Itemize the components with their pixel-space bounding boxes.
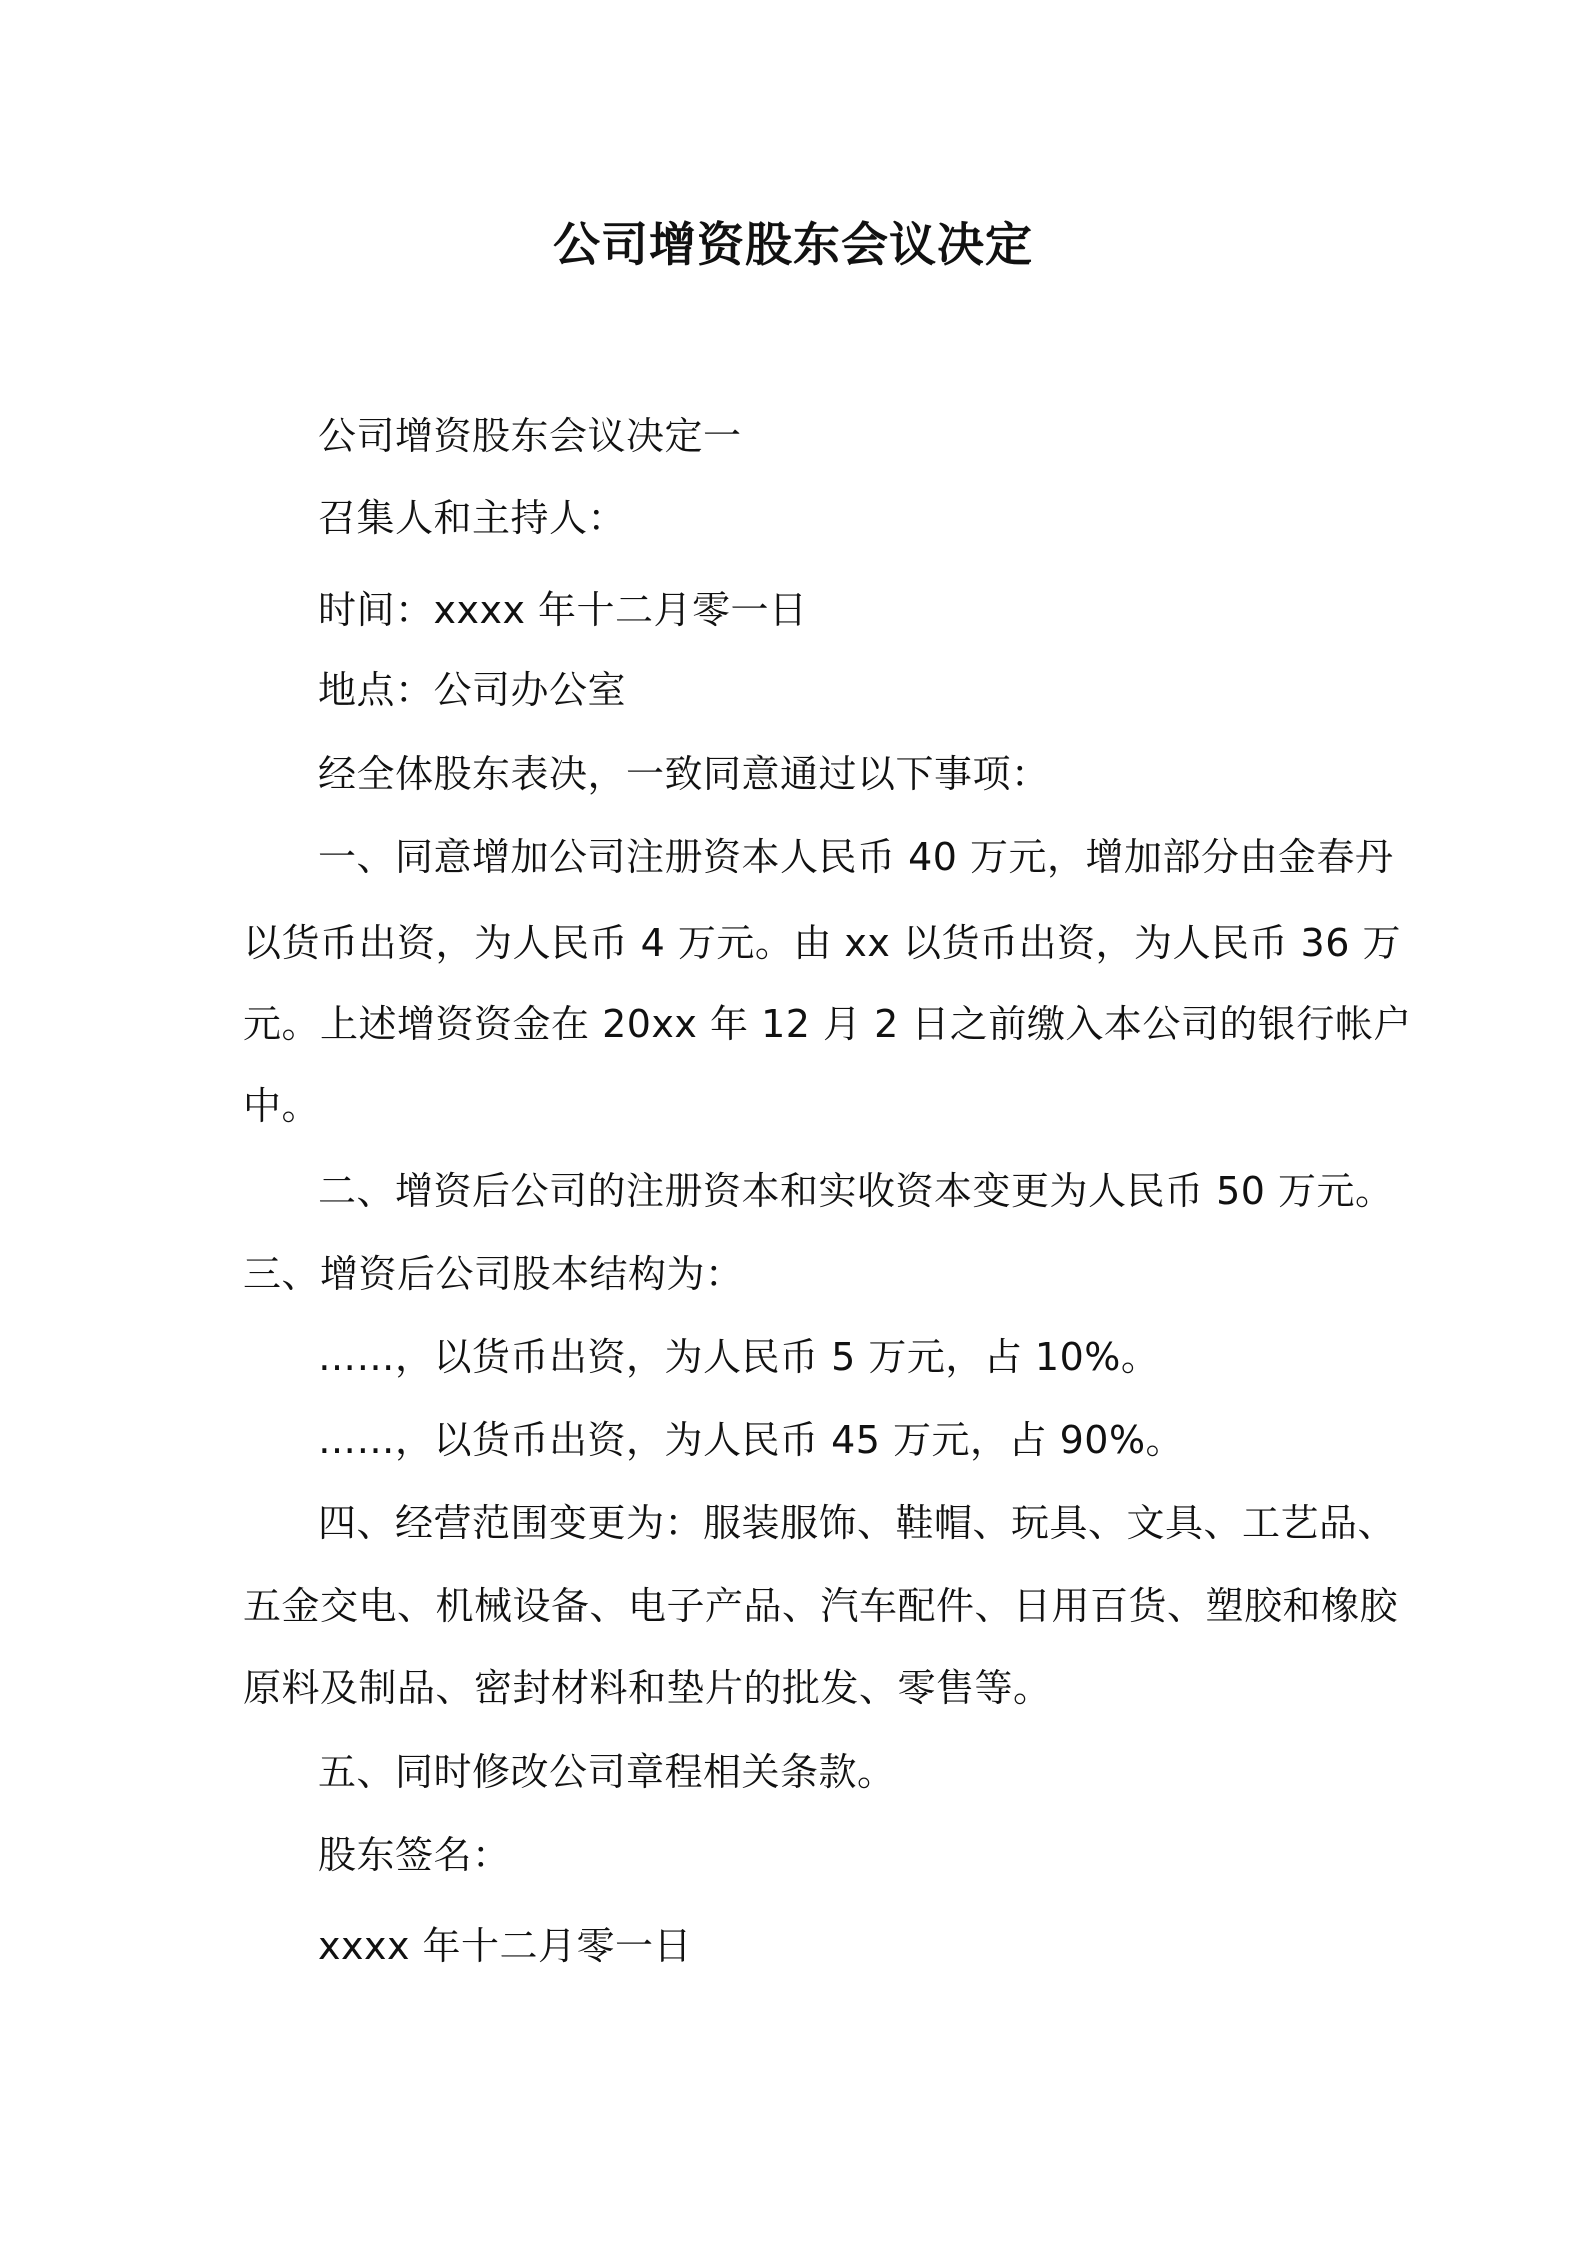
item4-line1: 四、经营范围变更为：服装服饰、鞋帽、玩具、文具、工艺品、 — [318, 1501, 1397, 1545]
item1-line3: 元。上述增资资金在 20xx 年 12 月 2 日之前缴入本公司的银行帐户 — [243, 1002, 1412, 1046]
item1-line4: 中。 — [243, 1084, 321, 1128]
resolution-intro: 经全体股东表决，一致同意通过以下事项： — [318, 752, 1050, 796]
item3-heading: 三、增资后公司股本结构为： — [243, 1252, 744, 1296]
item1-line2: 以货币出资，为人民币 4 万元。由 xx 以货币出资，为人民币 36 万 — [243, 921, 1401, 965]
shareholder-line-2: ……，以货币出资，为人民币 45 万元，占 90%。 — [318, 1418, 1185, 1462]
place-line: 地点：公司办公室 — [318, 668, 627, 712]
signature-label: 股东签名： — [318, 1833, 511, 1877]
item4-line3: 原料及制品、密封材料和垫片的批发、零售等。 — [243, 1666, 1052, 1710]
shareholder-line-1: ……，以货币出资，为人民币 5 万元，占 10%。 — [318, 1335, 1160, 1379]
item5-line: 五、同时修改公司章程相关条款。 — [318, 1750, 896, 1794]
item2-line: 二、增资后公司的注册资本和实收资本变更为人民币 50 万元。 — [318, 1169, 1394, 1213]
item1-line1: 一、同意增加公司注册资本人民币 40 万元，增加部分由金春丹 — [318, 835, 1394, 879]
resolution-heading: 公司增资股东会议决定一 — [318, 414, 742, 458]
document-title: 公司增资股东会议决定 — [553, 218, 1033, 273]
time-line: 时间：xxxx 年十二月零一日 — [318, 588, 808, 632]
item4-line2: 五金交电、机械设备、电子产品、汽车配件、日用百货、塑胶和橡胶 — [243, 1584, 1399, 1628]
convener-line: 召集人和主持人： — [318, 496, 627, 540]
document-date: xxxx 年十二月零一日 — [318, 1924, 693, 1968]
